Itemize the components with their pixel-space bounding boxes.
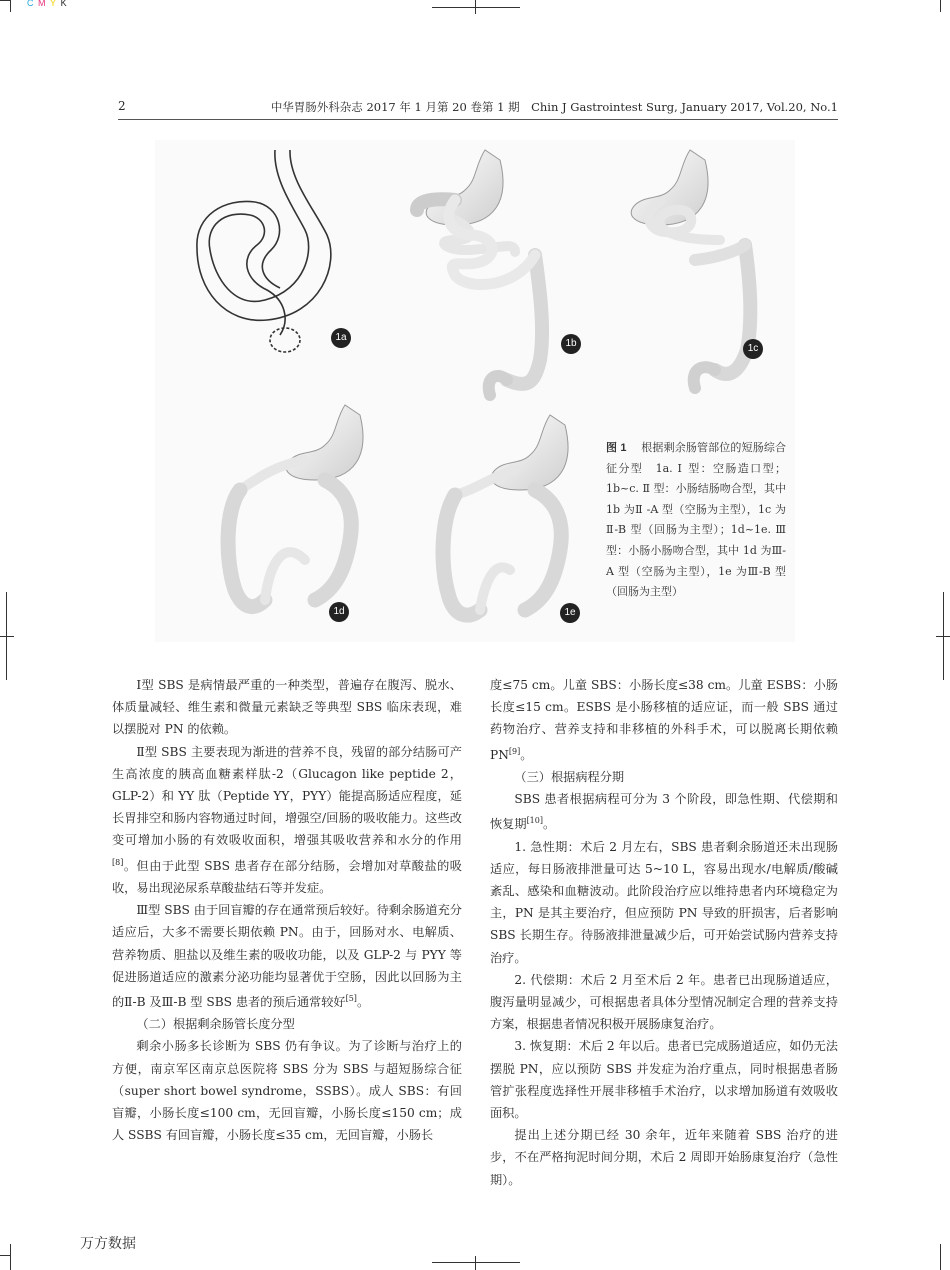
diagram-1a: [197, 150, 331, 352]
paragraph: 剩余小肠多长诊断为 SBS 仍有争议。为了诊断与治疗上的方便，南京军区南京总医院将 SBS 分为 SBS 与超短肠综合征（super short bowel syndrome，SSBS）。成人 SBS：有回盲瓣，小肠长度≤100 cm，无回盲瓣，小肠长度≤150 cm；成人 SSBS 有回盲瓣，小肠长度≤35 cm，无回盲瓣，小肠长: [112, 1039, 462, 1143]
section-heading: （二）根据剩余肠管长度分型: [136, 1017, 295, 1032]
cmyk-c: C: [27, 0, 35, 8]
caption-text: 根据剩余肠管部位的短肠综合征分型 1a. Ⅰ 型：空肠造口型；1b~c. Ⅱ 型：小肠结肠吻合型，其中 1b 为Ⅱ -A 型（空肠为主型），1c 为Ⅱ-B 型（回肠为主型）；1d~1e. Ⅲ型：小肠小肠吻合型，其中 1d 为Ⅲ-A 型（空肠为主型），1e 为Ⅲ-B 型（回肠为主型）: [606, 441, 787, 599]
page-number: 2: [118, 99, 126, 113]
diagram-1b: [417, 150, 542, 395]
registration-mark: [475, 1256, 476, 1270]
paragraph: 2. 代偿期：术后 2 月至术后 2 年。患者已出现肠道适应，腹泻量明显减少，可根据患者具体分型情况制定合理的营养支持方案，根据患者情况积极开展肠康复治疗。: [490, 972, 838, 1032]
diagram-1e: [443, 415, 568, 615]
paragraph: SBS 患者根据病程可分为 3 个阶段，即急性期、代偿期和恢复期[10]。: [490, 792, 838, 832]
registration-mark: [943, 592, 944, 680]
paragraph: Ⅱ型 SBS 主要表现为渐进的营养不良，残留的部分结肠可产生高浓度的胰高血糖素样肽-2（Glucagon like peptide 2，GLP-2）和 YY 肽（Peptide YY，PYY）能提高肠适应程度，延长胃排空和肠内容物通过时间，增强空/回肠的吸收能力。这些改变可增加小肠的有效吸收面积，增强其吸收营养和水分的作用[8]。但由于此型 SBS 患者存在部分结肠，会增加对草酸盐的吸收，易出现泌尿系草酸盐结石等并发症。: [112, 744, 462, 895]
registration-mark: [432, 7, 520, 8]
paragraph: Ⅰ型 SBS 是病情最严重的一种类型，普遍存在腹泻、脱水、体质量减轻、维生素和微量元素缺乏等典型 SBS 临床表现，难以摆脱对 PN 的依赖。: [112, 678, 462, 737]
paragraph: 1. 急性期：术后 2 月左右，SBS 患者剩余肠道还未出现肠适应，每日肠液排泄量可达 5~10 L，容易出现水/电解质/酸碱紊乱、感染和血糖波动。此阶段治疗应以维持患者内环境稳定为主，PN 是其主要治疗，但应预防 PN 导致的肝损害，后者影响 SBS 长期生存。待肠液排泄量减少后，可开始尝试肠内营养支持治疗。: [490, 839, 838, 965]
cmyk-k: K: [60, 0, 68, 8]
left-column: [112, 674, 462, 1146]
paragraph: Ⅲ型 SBS 由于回盲瓣的存在通常预后较好。待剩余肠道充分适应后，大多不需要长期依赖 PN。由于，回肠对水、电解质、营养物质、胆盐以及维生素的吸收功能，以及 GLP-2 与 PYY 等促进肠道适应的激素分泌功能均显著优于空肠，因此以回肠为主的Ⅱ-B 及Ⅲ-B 型 SBS 患者的预后通常较好[5]。: [112, 903, 462, 1009]
figure-label-1b: 1b: [561, 334, 581, 354]
registration-mark: [0, 636, 14, 637]
figure-label-1d: 1d: [329, 602, 349, 622]
crop-mark: [10, 1244, 11, 1270]
diagram-1c: [631, 150, 750, 388]
crop-mark: [0, 0, 10, 1]
footer-watermark: 万方数据: [80, 1236, 136, 1252]
crop-mark: [0, 1255, 10, 1256]
registration-mark: [6, 592, 7, 680]
cmyk-marks: [27, 0, 68, 8]
figure-label-1c: 1c: [743, 339, 763, 359]
paragraph: 提出上述分期已经 30 余年，近年来随着 SBS 治疗的进步，不在严格拘泥时间分期，术后 2 周即开始肠康复治疗（急性期）。: [490, 1128, 838, 1187]
registration-mark: [432, 1262, 520, 1263]
right-column: [490, 674, 838, 1191]
cmyk-y: Y: [50, 0, 58, 8]
paragraph: 度≤75 cm。儿童 SBS：小肠长度≤38 cm。儿童 ESBS：小肠长度≤15 cm。ESBS 是小肠移植的适应证，而一般 SBS 通过药物治疗、营养支持和非移植的外科手术，可以脱离长期依赖 PN[9]。: [490, 678, 838, 762]
citation: [5]: [345, 993, 357, 1003]
figure-caption: [606, 438, 786, 603]
diagram-1d: [228, 405, 363, 607]
citation: [8]: [112, 857, 124, 867]
registration-mark: [475, 0, 476, 14]
crop-mark: [940, 0, 941, 12]
cmyk-m: M: [38, 0, 47, 8]
paragraph: 3. 恢复期：术后 2 年以后。患者已完成肠道适应，如仍无法摆脱 PN，应以预防 SBS 并发症为治疗重点，同时根据患者肠管扩张程度选择性开展非移植手术治疗，以求增加肠道有效吸收面积。: [490, 1039, 838, 1120]
caption-title: 图 1: [606, 442, 627, 454]
figure-label-1e: 1e: [560, 603, 580, 623]
figure-label-1a: 1a: [331, 328, 351, 348]
journal-citation: 中华胃肠外科杂志 2017 年 1 月第 20 卷第 1 期 Chin J Gastrointest Surg, January 2017, Vol.20, No.1: [270, 100, 838, 114]
section-heading: （三）根据病程分期: [514, 769, 625, 784]
crop-mark: [940, 1244, 941, 1270]
crop-mark: [10, 0, 11, 12]
citation: [10]: [526, 816, 543, 826]
running-header: [118, 99, 838, 120]
citation: [9]: [508, 746, 521, 756]
